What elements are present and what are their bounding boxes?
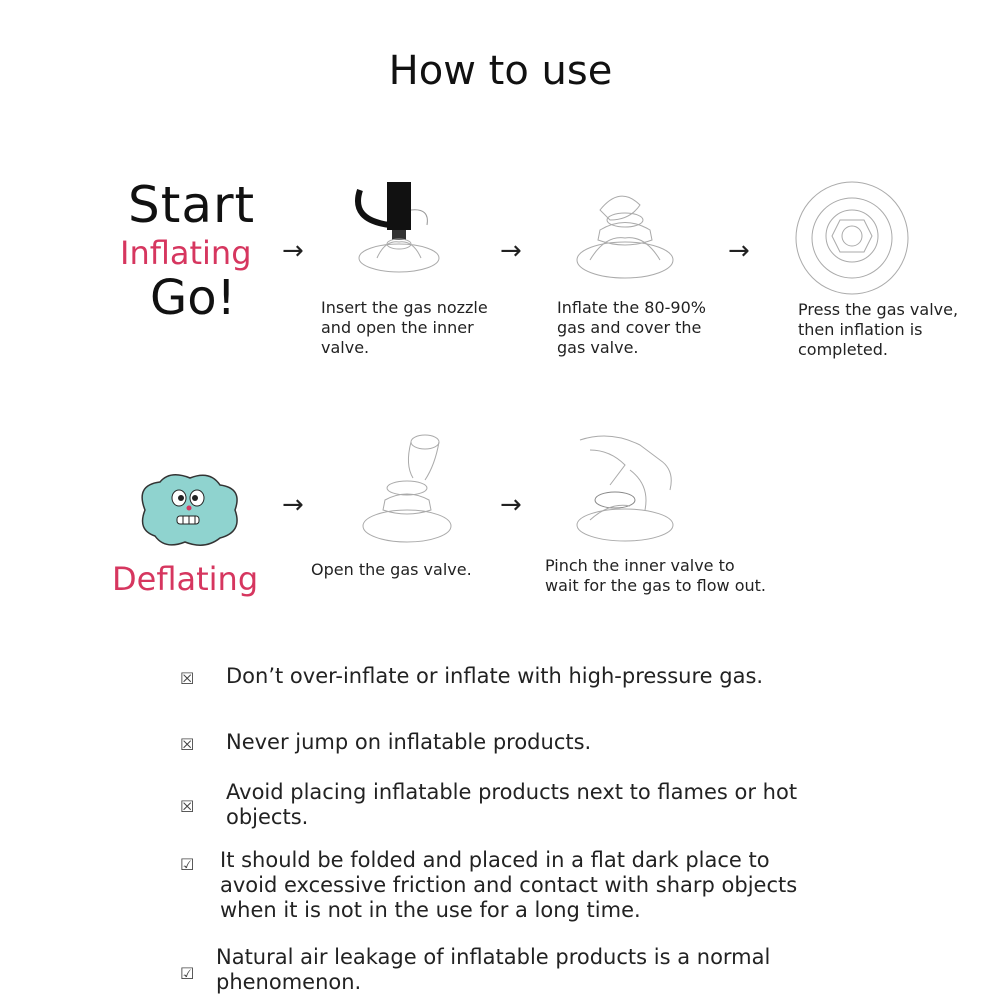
valve-open-illustration xyxy=(355,430,465,545)
note-item xyxy=(180,730,900,757)
inflate-step-2-text: Inflate the 80-90% gas and cover the gas valve. xyxy=(557,298,706,357)
inflate-step-3-text: Press the gas valve, then inflation is completed. xyxy=(798,300,959,359)
inflate-step-1-text: Insert the gas nozzle and open the inner valve. xyxy=(321,298,488,357)
cross-box-icon: ☒ xyxy=(180,797,195,816)
note-text: Don’t over-inflate or inflate with high-pressure gas. xyxy=(226,664,764,688)
cross-box-icon: ☒ xyxy=(180,735,195,754)
note-text: Avoid placing inflatable products next to flames or hot objects. xyxy=(226,780,798,829)
cross-box-icon: ☒ xyxy=(180,669,195,688)
check-box-icon: ☑ xyxy=(180,964,195,983)
start-heading: Start xyxy=(128,176,256,234)
deflate-step-2-text: Pinch the inner valve to wait for the gas to flow out. xyxy=(545,556,766,595)
deflating-heading: Deflating xyxy=(112,560,259,598)
arrow-icon: → xyxy=(282,490,304,520)
inflating-heading: Inflating xyxy=(120,234,252,272)
note-item xyxy=(180,848,900,923)
page-title: How to use xyxy=(388,48,613,94)
nozzle-insert-illustration xyxy=(345,180,455,290)
note-item xyxy=(180,945,900,995)
valve-cover-illustration xyxy=(570,180,680,290)
note-text: Never jump on inflatable products. xyxy=(226,730,592,754)
note-text: Natural air leakage of inflatable products is a normal phenomenon. xyxy=(216,945,771,994)
valve-pressed-illustration xyxy=(790,176,914,300)
arrow-icon: → xyxy=(728,236,750,266)
note-text: It should be folded and placed in a flat dark place to avoid excessive friction and contact with sharp objects when it is not in the use for a long time. xyxy=(220,848,798,922)
pinch-valve-illustration xyxy=(570,430,690,545)
arrow-icon: → xyxy=(282,236,304,266)
deflate-step-1-text: Open the gas valve. xyxy=(311,560,472,579)
check-box-icon: ☑ xyxy=(180,855,195,874)
arrow-icon: → xyxy=(500,236,522,266)
note-item xyxy=(180,664,900,691)
arrow-icon: → xyxy=(500,490,522,520)
go-heading: Go! xyxy=(150,270,236,326)
blob-mascot-illustration xyxy=(135,470,245,550)
note-item xyxy=(180,780,900,830)
